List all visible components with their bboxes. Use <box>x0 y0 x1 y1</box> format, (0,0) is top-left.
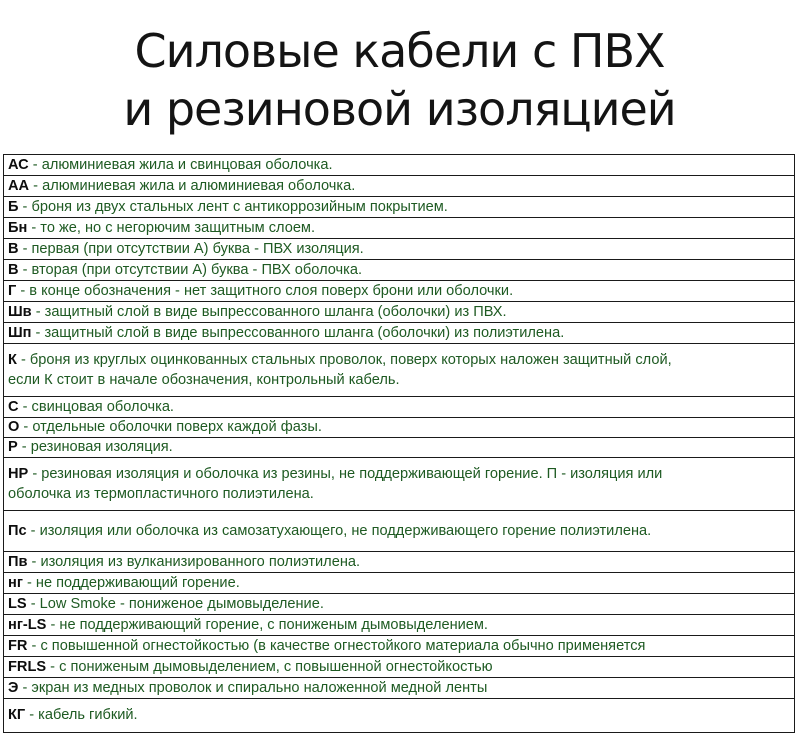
row-code: Шв <box>8 303 32 320</box>
row-description: вторая (при отсутствии А) буква - ПВХ оболочка. <box>31 261 363 278</box>
row-code: Б <box>8 198 19 215</box>
row-separator: - <box>18 398 32 415</box>
row-description: алюминиевая жила и свинцовая оболочка. <box>41 156 333 173</box>
row-separator: - <box>18 240 32 257</box>
row-description: резиновая изоляция и оболочка из резины, не поддерживающей горение. П - изоляция или <box>41 466 663 482</box>
row-separator: - <box>18 198 32 215</box>
row-description: не поддерживающий горение. <box>35 574 240 591</box>
table-row <box>4 511 794 552</box>
table-row <box>4 458 794 511</box>
row-separator: - <box>16 282 30 299</box>
row-code: В <box>8 261 19 278</box>
table-row <box>4 699 794 732</box>
row-code: нг-LS <box>8 616 47 633</box>
row-separator: - <box>25 707 39 724</box>
table-row <box>4 302 794 323</box>
title-line-1: Силовые кабели с ПВХ <box>134 24 665 78</box>
row-description: в конце обозначения - нет защитного слоя поверх брони или оболочки. <box>29 282 514 299</box>
row-description: свинцовая оболочка. <box>31 398 174 415</box>
row-description: защитный слой в виде выпрессованного шланга (оболочки) из ПВХ. <box>44 303 507 320</box>
table-row <box>4 552 794 573</box>
table-row <box>4 594 794 615</box>
row-separator: - <box>26 595 40 612</box>
table-row <box>4 636 794 657</box>
cable-codes-table <box>3 154 795 733</box>
table-row <box>4 418 794 438</box>
row-code: О <box>8 419 20 436</box>
row-description: то же, но с негорючим защитным слоем. <box>40 219 316 236</box>
row-code: Пс <box>8 522 27 539</box>
row-separator: - <box>27 637 41 654</box>
row-separator: - <box>29 177 43 194</box>
row-description: Low Smoke - пониженое дымовыделение. <box>39 595 324 612</box>
row-separator: - <box>26 522 40 539</box>
row-code: АА <box>8 177 30 194</box>
row-separator: - <box>28 466 42 482</box>
table-row <box>4 615 794 636</box>
table-row <box>4 344 794 397</box>
row-code: FR <box>8 637 28 654</box>
table-row <box>4 438 794 458</box>
row-separator: - <box>19 419 33 436</box>
table-row <box>4 657 794 678</box>
row-description: броня из круглых оцинкованных стальных проволок, поверх которых наложен защитный слой, <box>29 352 672 368</box>
row-separator: - <box>28 156 42 173</box>
table-row <box>4 678 794 699</box>
row-description: с пониженым дымовыделением, с повышенной огнестойкостью <box>59 658 493 675</box>
row-separator: - <box>46 616 60 633</box>
row-code: LS <box>8 595 27 612</box>
row-code: АС <box>8 156 29 173</box>
row-separator: - <box>22 574 36 591</box>
row-code: НР <box>8 466 29 482</box>
table-row <box>4 218 794 239</box>
title-line-2: и резиновой изоляцией <box>123 82 676 136</box>
row-description: кабель гибкий. <box>38 707 138 724</box>
row-code: С <box>8 398 19 415</box>
row-description: первая (при отсутствии А) буква - ПВХ изоляция. <box>31 240 364 257</box>
table-row <box>4 260 794 281</box>
row-code: К <box>8 352 17 368</box>
page-title <box>0 22 799 138</box>
row-code: Э <box>8 679 19 696</box>
row-separator: - <box>31 303 45 320</box>
row-separator: - <box>27 553 41 570</box>
table-row <box>4 197 794 218</box>
table-row <box>4 155 794 176</box>
row-description: резиновая изоляция. <box>30 439 173 456</box>
row-separator: - <box>18 261 32 278</box>
row-description: отдельные оболочки поверх каждой фазы. <box>32 419 322 436</box>
table-row <box>4 573 794 594</box>
row-description: алюминиевая жила и алюминиевая оболочка. <box>42 177 356 194</box>
row-code: В <box>8 240 19 257</box>
table-row <box>4 176 794 197</box>
row-description: экран из медных проволок и спирально наложенной медной ленты <box>31 679 488 696</box>
row-description: изоляция из вулканизированного полиэтилена. <box>40 553 361 570</box>
row-code: нг <box>8 574 23 591</box>
row-description: изоляция или оболочка из самозатухающего, не поддерживающего горение полиэтилена. <box>39 522 652 539</box>
table-row <box>4 397 794 418</box>
table-row <box>4 281 794 302</box>
row-code: Бн <box>8 219 28 236</box>
row-code: Р <box>8 439 18 456</box>
row-code: КГ <box>8 707 26 724</box>
row-separator: - <box>46 658 60 675</box>
row-separator: - <box>17 439 31 456</box>
row-code: Пв <box>8 553 28 570</box>
row-separator: - <box>27 219 41 236</box>
row-description-continued: если К стоит в начале обозначения, контрольный кабель. <box>8 371 400 388</box>
row-code: FRLS <box>8 658 47 675</box>
row-code: Г <box>8 282 17 299</box>
table-row <box>4 239 794 260</box>
row-description: с повышенной огнестойкостью (в качестве огнестойкого материала обычно применяется <box>40 637 646 654</box>
table-row <box>4 323 794 344</box>
row-description: защитный слой в виде выпрессованного шланга (оболочки) из полиэтилена. <box>44 324 565 341</box>
row-separator: - <box>18 679 32 696</box>
row-separator: - <box>16 352 30 368</box>
row-code: Шп <box>8 324 32 341</box>
row-description: броня из двух стальных лент с антикоррозийным покрытием. <box>31 198 448 215</box>
row-description-continued: оболочка из термопластичного полиэтилена. <box>8 485 314 502</box>
row-description: не поддерживающий горение, с пониженым дымовыделением. <box>59 616 488 633</box>
row-separator: - <box>31 324 45 341</box>
